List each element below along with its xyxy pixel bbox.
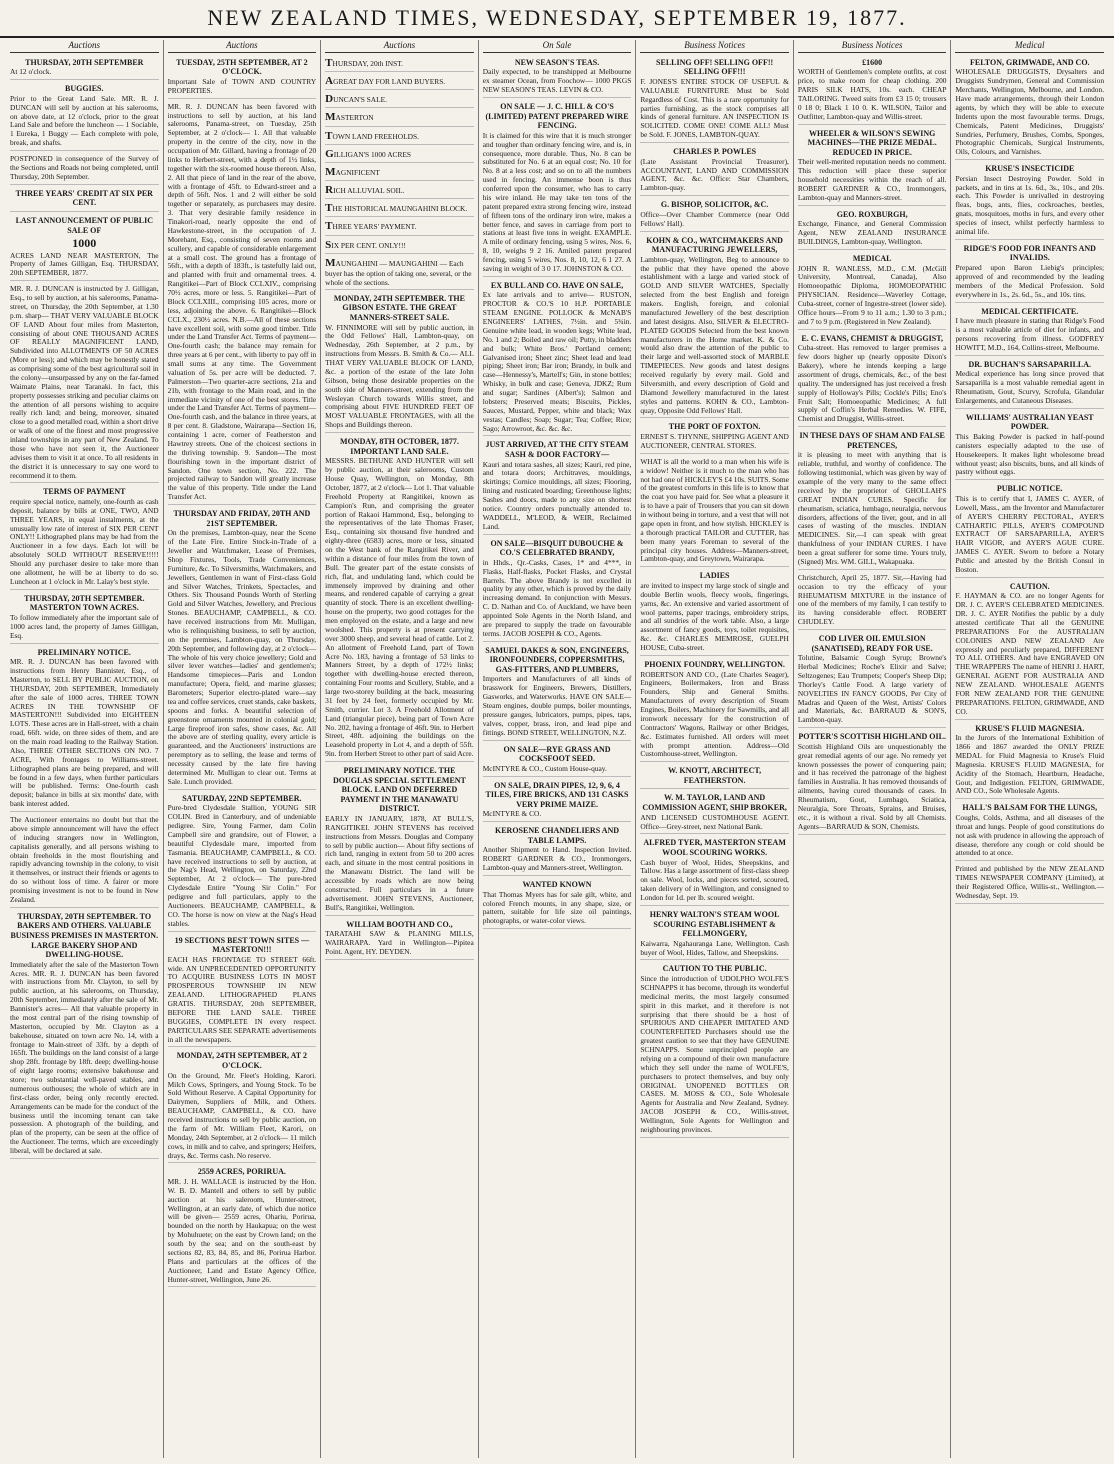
- ad-heading: THURSDAY, 20TH SEPTEMBER. MASTERTON TOWN ACRES.: [24, 593, 145, 613]
- ad-body: Since the introduction of UDOLPHO WOLFE'S SCHNAPPS it has become, through its wonderful medicinal merits, the most largely consumed spirit in this market, and it therefore is not surprising that there should be a host of SPURIOUS AND CHEAPER IMITATED AND COUNTERFEITED Purchasers should use the greatest caution to see that they have GENUINE SCHNAPPS. Some unprincipled people are relying on a compound of their own manufacture which they sell under the name of WOLFE'S, purchasers to protect themselves, and buy only ORIGINAL UNOPENED BOTTLES OR CASES. M. MOSS & CO., Sole Wholesale Agents for Australia and New Zealand, Sydney. JACOB JOSEPH & CO., Willis-street, Wellington, Sole Agents for Wellington and neighbouring provinces.: [640, 974, 789, 1134]
- teaser-text: AUNGAHINI — MAUNGAHINI — Each buyer has the option of taking one, several, or the whole of the sections.: [325, 258, 472, 287]
- ad-heading: HALL'S BALSAM FOR THE LUNGS,: [962, 803, 1098, 813]
- ad-heading: BUGGIES.: [65, 84, 104, 94]
- ad-body: Another Shipment to Hand. Inspection Invited. ROBERT GARDNER & CO., Ironmongers, Lambton-quay and Manners-street, Wellington.: [482, 845, 632, 873]
- teaser-line: [325, 201, 474, 217]
- ad-heading: DR. BUCHAN'S SARSAPARILLA.: [968, 359, 1092, 369]
- columns-container: [6, 40, 1108, 1458]
- ad-body: Scottish Highland Oils are unquestionably the great remedial agents of our age. No remedy yet known possesses the power of conquering pain; and it has received the patronage of the highest families in Australia. It has removed thousands of ailments, having cured thousands of cases. In Rheumatism, Gout, Lumbago, Sciatica, Neuralgia, Sore Throats, Sprains, and Bruises, etc., it is without a rival. Sold by all Chemists. Agents—BARRAUD & SON, Chemists.: [797, 741, 947, 831]
- advertisement: [955, 242, 1104, 303]
- column-header: On Sale: [483, 40, 632, 53]
- advertisement: [10, 187, 159, 212]
- ad-heading: CAUTION.: [1009, 581, 1050, 591]
- drop-cap: S: [325, 238, 332, 251]
- drop-cap: M: [325, 165, 336, 178]
- advertisement: [483, 824, 632, 876]
- ad-body: MR. R. J. DUNCAN has been favored with instructions to sell by auction, at his land salerooms, Panama-street, on Tuesday, 25th September, at 2 o'clock— 1. All that valuable property in the centre of the city, now in the occupation of Mr. Gillard, having a frontage of 20 links to Herbert-street, with a depth of 1½ links, together with the six-roomed house thereon. Also, 2. All that piece of land in the rear of the above, with a frontage of 45ft. to Edward-street and a depth of 56ft. Nos. 1 and 2 will either be sold together or separately, as purchasers may desire. 3. That very desirable family residence in Tinakori-road, nearly opposite the end of Hawkestone-street, in the occupation of J. Morehant, Esq., consisting of seven rooms and scullery, and capable of considerable enlargement at a small cost. The ground has a frontage of 56ft., with a depth of 183ft., is tastefully laid out, and planted with fruit and ornamental trees. 4. Rangitikei—Part of Block CCLXIV., comprising 70½ acres, more or less. 5. Rangitikei—Part of Block CCLXIII., comprising 105 acres, more or less, adjoining the above. 6. Rangitikei—Block CCLX., 230½ acres. N.B.—All of these sections have excellent soil, with some good timber. Title under the Land Transfer Act. Terms of payment— One-fourth cash; the balance may remain for three years at 6 per cent., with liberty to pay off in small sums at any time. The Government valuation of 5s. per acre will be deducted. 7. Palmerston—Two quarter-acre sections, 21a and 21b, with frontage to the Main road, and in the immediate vicinity of one of the best stores. Title under the Land Transfer Act. Terms of payment—One-fourth cash, and the balance in three years, at 8 per cent. 8. Gladstone, Wairarapa—Section 16, containing 1 acre, corner of Featherston and Hawtrey streets. One of the choicest sections in the thriving township. 9. Sandon—The most flourishing town in the important district of Sandon. One town section, No. 222. The projected railway to Sandon will greatly increase the value of this property. Title under the Land Transfer Act.: [167, 101, 317, 502]
- ad-heading: ALFRED TYER, MASTERTON STEAM WOOL SCOURING WORKS.: [643, 838, 786, 857]
- ad-body: WHAT is all the world to a man when his wife is a widow! Neither is it much to the man who has not had one of HICKLEY'S £4 10s. SUITS. Some of the greatest comforts in this life is to know that the coat you have paid for. See what a pleasure it is to have a pair of Trousers that you can sit down in without being in torture, and a vest that will not gape open in front, and how stylish. HICKLEY is a thorough practical TAILOR and CUTTER, has been many years Foreman to several of the principal city houses. Address—Manners-street, Lambton-quay, and Greytown, Wairarapa.: [640, 456, 789, 564]
- teaser-text: AGNIFICENT: [335, 167, 380, 177]
- ad-body: F. JONES'S ENTIRE STOCK OF USEFUL & VALUABLE FURNITURE Must be Sold Regardless of Cost. This is a rare opportunity for parties furnishing, as the stock comprises all kinds of general furniture. AN INSPECTION IS SOLICITED. COME ONE! COME ALL! Must be Sold. F. JONES, LAMBTON-QUAY.: [640, 76, 789, 140]
- ad-heading: MEDICAL: [852, 254, 892, 264]
- advertisement: [483, 878, 632, 929]
- ad-body: Kaiwarra, Ngahauranga Lane, Wellington. Cash buyer of Wool, Hides, Tallow, and Sheepskins.: [640, 938, 789, 957]
- advertisement: [798, 252, 947, 330]
- ad-body: Immediately after the sale of the Masterton Town Acres. MR. R. J. DUNCAN has been favored with instructions from Mr. Clayton, to sell by public auction, at his salerooms, on Thursday, 20th September, immediately after the sale of Mr. Bannister's acres— All that valuable property in the most central part of the rising township of Masterton, occupied by Mr. Clayton as a bakehouse, situated on town acre No. 14, with a frontage to Main-street of 33ft. by a depth of 165ft. The buildings on the land consist of a large shop 28ft. frontage by 18ft. deep; dwelling-house of eight large rooms; extensive bakehouse and store; two substantial well-paved stables, and numerous outhouses; the whole of which are in first-class order, being only recently erected. Arrangements can be made for the conduct of the business until the incoming tenant can take possession. A photograph of the building, and plan of the property, can be seen at the office of the Auctioneer. The terms, which are exceedingly liberal, will be declared at sale.: [10, 959, 159, 1156]
- ad-body: The Auctioneer entertains no doubt but that the above simple announcement will have the effect of inducing strangers now in Wellington, capitalists generally, and all persons wishing to obtain freeholds in the most flourishing and rapidly advancing township in the colony, to visit it themselves, or instruct their friends or agents to do so without loss of time. A fairer or more promising investment is not to be found in New Zealand.: [10, 815, 159, 904]
- ad-body: It is claimed for this wire that it is much stronger and tougher than ordinary fencing wire, and is, in consequence, more durable. Thus, No. 8 can be substituted for No. 6 at an equal cost; No. 10 for No. 8 at a less cost; and so on to all the numbers used in fencing. An immense boon is thus conferred upon the consumer, who has to carry his wire inland. He may take ten tons of the patent prepared extra strong fencing wire, instead of fifteen tons of the ordinary iron wire, makes a better fence, and saves in carriage from port to stations at least five tons in weight. EXAMPLE. A mile of ordinary fencing, using 5 wires, Nos. 6, 8, 10, weighs 9 2 16. Amiled patent prepared fencing, using 5 wires, Nos. 8, 10, 12, 6 1 27. A saving in weight of 3 0 17. JOHNSTON & CO.: [482, 130, 632, 273]
- ad-body: McINTYRE & CO.: [482, 809, 542, 819]
- column-header: Auctions: [10, 40, 159, 53]
- ad-heading: ON SALE—RYE GRASS AND COCKSFOOT SEED.: [503, 744, 611, 764]
- ad-body: ROBERTSON AND CO., (Late Charles Seager), Engineers, Boilermakers, Iron and Brass Founders, Ship and General Smiths. Manufacturers of every description of Steam Engines, Boilers, Machinery for Sawmills, and all ironwork necessary for the construction of Contractors' Wagons, Railway or other Bridges, &c. Estimates furnished. All orders will meet with prompt attention. Address—Old Customhouse-street, Wellington.: [640, 669, 789, 759]
- advertisement: [10, 592, 159, 644]
- teaser-line: [325, 256, 474, 290]
- drop-cap: M: [325, 256, 336, 269]
- advertisement: [955, 56, 1104, 160]
- ad-body: On the premises, Lambton-quay, near the Scene of the Late Fire. Entire Stock-in-Trade of a Jeweller and Watchmaker, Lease of Premises, Shop Fixtures, Tools, Trade Conveniences, Furniture, &c. To Silversmiths, Watchmakers, and Jewellers, Gentlemen in want of First-class Gold and Silver Watches, Trinkets, Spectacles, and Others. Six Thousand Pounds Worth of Sterling Gold and Silver Watches, Jewellery, and Precious Stones. BEAUCHAMP, CAMPBELL, & CO. have received instructions from Mr. Mulligan, who is relinquishing business, to sell by auction, on the premises, Lambton-quay, on Thursday, 20th September, and following day, at 2 o'clock— The whole of his very choice jewellery; Gold and silver lever watches—ladies' and gentlemen's; Handsome timepieces—Paris and London manufacture; Opera, field, and marine glasses; Barometers; Superior electro-plated ware—say tea and coffee services, cruet stands, cake baskets, spoons and forks. A beautiful selection of greenstone ornaments mounted in colonial gold; Large fireproof iron safes, show cases, &c. All the above are of sterling quality, every article is guaranteed, and the Auctioneers' instructions are peremptory as to selling, the lease and terms of necessity caused by the late fire having determined Mr. Mulligan to clear out. Terms at Sale. Lunch provided.: [167, 528, 317, 786]
- ad-body: In the Jurors of the International Exhibition of 1866 and 1867 awarded the ONLY PRIZE MEDAL for Fluid Magnesia to Kruse's Fluid Magnesia. KRUSE'S FLUID MAGNESIA, for Acidity of the Stomach, Heartburn, Headache, Gout, and Indigestion. FELTON, GRIMWADE, AND CO., Sole Wholesale Agents.: [955, 733, 1105, 796]
- column-6: [794, 40, 952, 1458]
- ad-body: Pure-bred Clydesdale Stallion, YOUNG SIR COLIN. Bred in Canterbury, and of undeniable pedigree. Sire, Young Farmer, dam Colin Campbell sire and grandsire, out of Flower, a beautiful Clydesdale mare, imported from Tasmania. BEAUCHAMP, CAMPBELL, & CO. have received instructions to sell by auction, at the Nag's Head, Wellington, on Saturday, 22nd September, At 2 o'clock— The pure-bred Clydesdale Entire "Young Sir Colin." For pedigree and full particulars, apply to the Auctioneers. BEAUCHAMP, CAMPBELL, & CO. The horse is now on view at the Nag's Head stables.: [167, 803, 317, 928]
- ad-heading: 2559 ACRES, PORIRUA.: [197, 1167, 286, 1177]
- teaser-line: [325, 74, 474, 90]
- ad-heading: PRELIMINARY NOTICE. THE DOUGLAS SPECIAL SETTLEMENT BLOCK. LAND ON DEFERRED PAYMENT IN THE MANAWATU DISTRICT.: [332, 766, 466, 814]
- teaser-line: [325, 165, 474, 181]
- teaser-line: [325, 56, 474, 72]
- ad-body: Tolutine, Balsamic Cough Syrup; Browne's Herbal Medicines; Roche's Elixir and Salve; Seltzogenes; Eau Trumpets; Cooper's Sheep Dip; Thorley's Cattle Food. A large variety of NOVELTIES IN FANCY GOODS, Per City of Madras and Queen of the West, Artists' Colors and Materials, &c. BARRAUD & SON'S, Lambton-quay.: [797, 653, 947, 725]
- ad-body: MESSRS. BETHUNE AND HUNTER will sell by public auction, at their salerooms, Custom House Quay, Wellington, on Monday, 8th October, 1877, at 2 o'clock— Lot 1. That valuable Freehold Property at Rangitikei, known as Campion's Run, and comprising the greater portion of Rakaoi Hammond, Esq., belonging to the representatives of the late Thomas Fraser, Esq., containing six thousand five hundred and eighty-three (6583) acres, more or less, situated on the West bank of the Rangitikei River, and within a distance of four miles from the town of Bull. The greater part of the estate consists of rich, flat, and undulating land, which could be immensely improved by draining and other means, and rendered capable of carrying a great quantity of stock. There is an excellent dwelling-house on the property, two good cottages for the men employed on the estate, and a large and new woolshed. This property is at present carrying over 3000 sheep, and several head of cattle. Lot 2. An allotment of Freehold Land, part of Town Acre No. 183, having a frontage of 53 links to Manners Street, by a depth of 172½ links; together with dwelling-house erected thereon, containing Four rooms and Scullery, Stable, and a large two-storey building at the back, measuring 31 feet by 24 feet, formerly occupied by Mr. Smith, currier. Lot 3. A Freehold Allotment of Land (triangular piece), being part of Town Acre No. 202, having a frontage of 46ft. 9in. to Herbert Street, 48ft. adjoining the buildings on the Leasehold property in Lot 4, and a depth of 55ft. 9in. from Herbert Street to other part of said Acre.: [325, 456, 474, 759]
- ad-body: AND LICENSED CUSTOMHOUSE AGENT. Office—Grey-street, next National Bank.: [640, 812, 789, 831]
- advertisement: [955, 162, 1104, 240]
- ad-heading: EX BULL AND CO. HAVE ON SALE,: [490, 280, 624, 290]
- advertisement: [798, 56, 947, 125]
- ad-body: At 12 o'clock.: [10, 67, 52, 77]
- ad-body: ERNEST S. THYNNE, SHIPPING AGENT AND AUCTIONEER, CENTRAL STORES.: [640, 432, 789, 450]
- advertisement: [10, 214, 159, 281]
- ad-heading: ON SALE, DRAIN PIPES, 12, 9, 6, 4 TILES, FIRE BRICKS, AND 131 CASKS VERY PRIME MAIZE.: [485, 780, 629, 809]
- ad-heading: 19 SECTIONS BEST TOWN SITES — MASTERTON!!!: [174, 935, 310, 955]
- ad-body: To follow immediately after the important sale of 1000 acres land, the property of James Gilligan, Esq.: [10, 612, 159, 640]
- advertisement: [325, 918, 474, 960]
- column-1: [6, 40, 164, 1458]
- advertisement: [640, 658, 789, 762]
- advertisement: [168, 1049, 317, 1163]
- ad-heading: W. M. TAYLOR, LAND AND COMMISSION AGENT, SHIP BROKER,: [642, 793, 787, 813]
- ad-heading: THURSDAY, 20TH SEPTEMBER: [25, 57, 144, 67]
- ad-heading: KOHN & CO., WATCHMAKERS AND MANUFACTURING JEWELLERS,: [646, 235, 783, 255]
- advertisement: [10, 82, 159, 151]
- ad-body: JOHN R. WANLESS, M.D., C.M. (McGill University, Montreal, Canada), Also Homoeopathic Diploma, HOMOEOPATHIC PHYSICIAN. Residence—Waverley Cottage, Cuba-street, corner of Ingestre-street (lower side). Office hours—From 9 to 11 a.m.; 1.30 to 3 p.m.; and 7 to 9 p.m. (Registered in New Zealand).: [797, 263, 947, 326]
- advertisement: [798, 730, 947, 834]
- teaser-text: GREAT DAY FOR LAND BUYERS.: [333, 76, 446, 86]
- ad-body: Important Sale of TOWN AND COUNTRY PROPERTIES.: [167, 76, 317, 95]
- advertisement: [955, 358, 1104, 409]
- advertisement: [640, 234, 789, 419]
- ad-heading: WANTED KNOWN: [522, 880, 592, 890]
- column-5: [636, 40, 794, 1458]
- advertisement: [798, 208, 947, 250]
- advertisement: [798, 429, 947, 570]
- ad-body: Their well-merited reputation needs no comment. This reduction will place these superior household necessities within the reach of all. ROBERT GARDNER & CO., Ironmongers, Lambton-quay and Manners-street.: [797, 157, 947, 202]
- drop-cap: A: [325, 74, 334, 87]
- ad-body: McINTYRE & CO., Custom House-quay.: [482, 763, 607, 773]
- teaser-text: ICH ALLUVIAL SOIL.: [333, 186, 405, 196]
- advertisement: [10, 153, 159, 185]
- ad-body: require special notice, namely, one-fourth as cash deposit, balance by bills at ONE, TWO, AND THREE YEARS, in equal instalments, at the unusually low rate of interest of SIX PER CENT ONLY!! Lithographed plans may be had from the Auctioneer in a few days. Each lot will be absolutely SOLD WITHOUT RESERVE!!!!! Should any purchaser desire to take more than one allotment, he will be at liberty to do so. Luncheon at 1 o'clock in Mr. Lalay's best style.: [10, 496, 159, 586]
- ad-heading: GEO. ROXBURGH,: [836, 209, 908, 219]
- ad-body: Exchange, Finance, and General Commission Agent, NEW ZEALAND INSURANCE BUILDINGS, Lambton-quay, Wellington.: [797, 219, 947, 247]
- ad-heading: WILLIAMS' AUSTRALIAN YEAST POWDER.: [965, 412, 1094, 432]
- advertisement: [10, 485, 159, 589]
- ad-body: Daily expected, to be transhipped at Melbourne ex steamer Ocean, from Foochow— 1000 PKGS NEW SEASON'S TEAS. LEVIN & CO.: [482, 67, 632, 95]
- advertisement: [955, 305, 1104, 356]
- ad-body: TARATAHI SAW & PLANING MILLS, WAIRARAPA. Yard in Wellington—Pipitea Point. Agent, HY. DEYDEN.: [325, 929, 474, 956]
- advertisement: [640, 56, 789, 143]
- ad-heading: SAMUEL DAKES & SON, ENGINEERS, IRONFOUNDERS, COPPERSMITHS, GAS-FITTERS, AND PLUMBERS,: [485, 645, 629, 674]
- newspaper-title: NEW ZEALAND TIMES, WEDNESDAY, SEPTEMBER 19, 1877.: [207, 5, 907, 30]
- teaser-line: [325, 92, 474, 108]
- ad-body: MR. J. H. WALLACE is instructed by the Hon. W. B. D. Mantell and others to sell by public auction at his saleroom, Hunter-street, Wellington, at an early date, of which due notice will be given— 2559 acres, Ohariu, Porirua, bounded on the north by Haukapua; on the west by Mohuhuete; on the east by Crown land; on the south by the sea; and on the south-east by sections 82, 83, 84, 85, and 86, Porirua Harbor. Plans and particulars at the offices of the Auctioneer, Land and Estate Agency Office, Hunter-street, Wellington, June 26.: [167, 1176, 317, 1284]
- ad-heading: THURSDAY, 20TH SEPTEMBER. TO BAKERS AND OTHERS. VALUABLE BUSINESS PREMISES IN MASTERTON. LARGE BAKERY SHOP AND DWELLING-HOUSE.: [10, 911, 159, 960]
- advertisement: [325, 292, 474, 433]
- ad-heading: CHARLES P. POWLES: [673, 147, 757, 157]
- advertisement: [10, 283, 159, 483]
- column-header: Business Notices: [798, 40, 947, 53]
- teaser-text: ILLIGAN'S 1000 ACRES: [333, 149, 412, 159]
- advertisement: [168, 507, 317, 790]
- ad-heading: WILLIAM BOOTH AND CO.,: [346, 919, 453, 929]
- ad-heading: SATURDAY, 22ND SEPTEMBER.: [182, 793, 302, 803]
- ad-body: F. HAYMAN & CO. are no longer Agents for DR. J. C. AYER'S CELEBRATED MEDICINES. DR. J. C. AYER Notifies the public by a duly attested certificate That all the GENUINE PREPARATIONS For the AUSTRALIAN COLONIES AND NEW ZEALAND Are expressly and peculiarly prepared, DIFFERENT TO ALL OTHERS. And have ENGRAVED ON THE WRAPPERS The name of HENRI J. HART, GENERAL AGENT FOR AUSTRALIA AND NEW ZEALAND. WHOLESALE AGENTS FOR NEW ZEALAND FOR THE GENUINE PREPARATIONS. FELTON, GRIMWADE, AND CO.: [955, 591, 1105, 716]
- advertisement: [10, 814, 159, 908]
- advertisement: [483, 100, 632, 277]
- ad-body: WORTH of Gentlemen's complete outfits, at cost price, to make room for cheap clothing. 200 PARIS SILK HATS, 10s. each. CHEAP TAILORING. Tweed suits from £3 15 0; trousers 0 18 0; Black 1 10 0. K. WILSON, Tailor and Outfitter, Lambton-quay and Willis-street.: [797, 67, 947, 121]
- advertisement: [640, 791, 789, 834]
- advertisement: [955, 863, 1104, 904]
- advertisement: [955, 722, 1104, 800]
- ad-body: MR. R. J. DUNCAN is instructed by J. Gilligan, Esq., to sell by auction, at his salerooms, Panama-street, on Thursday, the 20th September, at 1.30 p.m. sharp— THAT VERY VALUABLE BLOCK OF LAND About four miles from Masterton, consisting of about ONE THOUSAND ACRES OF REALLY MAGNIFICENT LAND, Subdivided into ALLOTMENTS OF 50 ACRES (More or less); and which may be honestly stated as comprising some of the best agricultural soil in the colony—unsurpassed by any on the far-famed Waimate Plains, near Taranaki. In fact, this property possesses striking and peculiar claims on the attention of all persons wishing to acquire really rich land; and being, moreover, situated close to a good metalled road, within a short drive or walk of one of the finest and most progressive inland townships in any part of New Zealand. To those who have not seen it, the Auctioneer advises them to visit it at once. To all residents in the district it is unnecessary to say one word to recommend it to them.: [10, 284, 159, 480]
- ad-heading: IN THESE DAYS OF SHAM AND FALSE PRETENCES,: [799, 431, 945, 450]
- advertisement: [640, 908, 789, 961]
- advertisement: [10, 646, 159, 812]
- ad-heading: KRUSE'S INSECTICIDE: [985, 164, 1075, 174]
- ad-body: WHOLESALE DRUGGISTS, Drysalters and Druggists Sundrymen, General and Commission Merchants, Wellington, Melbourne, and London. Have made arrangements, through their London agents, by which they will be able to execute Indents upon the most favourable terms. Drugs, Chemicals, Patent Medicines, Druggists' Sundries, Perfumery, Brushes, Combs, Sponges, Photographic Chemicals, Surgical Instruments, Oils, Colours, and Varnishes.: [955, 67, 1105, 157]
- advertisement: [483, 56, 632, 98]
- ad-heading: CAUTION TO THE PUBLIC.: [662, 964, 767, 974]
- drop-cap: M: [325, 111, 336, 124]
- ad-body: Kauri and totara sashes, all sizes; Kauri, red pine, and totara doors; Architraves, mouldings, skirtings; Cornice mouldings, all sizes; Flooring, lining and rusticated boarding; Greenhouse lights; Sashes and doors, made to any size on shortest notice. Country orders punctually attended to. WADDELL, M'LEOD, & WEIR, Reclaimed Land.: [482, 459, 632, 531]
- advertisement: [483, 644, 632, 741]
- teaser-line: [325, 183, 474, 199]
- ad-heading: COD LIVER OIL EMULSION (SANATISED), READY FOR USE.: [811, 634, 933, 653]
- advertisement: [483, 279, 632, 437]
- ad-body: This is to certify that I, JAMES C. AYER, of Lowell, Mass., am the Inventor and Manufacturer of AYER'S CHERRY PECTORAL, AYER'S CATHARTIC PILLS, AYER'S COMPOUND EXTRACT OF SARSAPARILLA, AYER'S HAIR VIGOR, and AYER'S AGUE CURE. JAMES C. AYER. Sworn to before a Notary Public and attested by the British Consul in Boston.: [955, 493, 1105, 574]
- teaser-line: [325, 110, 474, 126]
- column-header: Auctions: [168, 40, 317, 53]
- ad-body: POSTPONED in consequence of the Survey of the Sections and Roads not being completed, until Thursday, 20th September.: [10, 154, 159, 181]
- column-header: Medical: [955, 40, 1104, 53]
- advertisement: [955, 580, 1104, 720]
- column-3: [321, 40, 479, 1458]
- ad-heading: £1600: [862, 57, 883, 67]
- teaser-line: [325, 238, 474, 254]
- ad-body: W. FINNIMORE will sell by public auction, in the Odd Fellows' Hall, Lambton-quay, on Wednesday, 26th September, at 2 p.m., by instructions from Messrs. B. Smith & Co.— ALL THAT VERY VALUABLE BLOCK OF LAND, &c. a portion of the estate of the late John Gibson, being those desirable properties on the south side of Manners-street, extending from the Wesleyan Church towards Willis street, and comprising about FIVE HUNDRED FEET OF MOST VALUABLE FRONTAGES, with all the Shops and Buildings thereon.: [325, 322, 474, 430]
- advertisement: [640, 962, 789, 1137]
- advertisement: [325, 764, 474, 916]
- advertisement: [483, 743, 632, 777]
- ad-body: Printed and published by the NEW ZEALAND TIMES NEWSPAPER COMPANY (Limited), at their Registered Office, Willis-st., Wellington.—Wednesday, Sept. 19.: [955, 864, 1105, 900]
- ad-heading: FELTON, GRIMWADE, AND CO.: [969, 57, 1090, 67]
- advertisement: [640, 420, 789, 453]
- column-7: [951, 40, 1108, 1458]
- ad-heading: HENRY WALTON'S STEAM WOOL SCOURING ESTABLISHMENT & FELLMONGERY,: [649, 909, 780, 939]
- advertisement: [640, 764, 789, 789]
- teaser-line: [325, 147, 474, 163]
- ad-body: EACH HAS FRONTAGE TO STREET 66ft. wide. AN UNPRECEDENTED OPPORTUNITY TO ACQUIRE BUSINESS LOTS IN MOST PROSPEROUS TOWNSHIP IN NEW ZEALAND. LITHOGRAPHED PLANS GRATIS. THURSDAY, 20th SEPTEMBER, BEFORE THE LAND SALE. THREE BUGGIES, COMPLETE IN every respect. PARTICULARS SEE SEPARATE advertisements in all the newspapers.: [167, 954, 317, 1044]
- teaser-line: [325, 129, 474, 145]
- ad-body: Importers and Manufacturers of all kinds of brasswork for Engineers, Brewers, Distillers, Gasworks, and Waterworks. HAVE ON SALE— Steam engines, double pumps, boiler mountings, pressure gauges, lubricators, pumps, pipes, taps, valves, copper, brass, iron, and lead pipe and fittings. BOND STREET, WELLINGTON, N.Z.: [482, 674, 632, 737]
- drop-cap: D: [325, 93, 334, 106]
- advertisement: [955, 482, 1104, 577]
- ad-heading: SELLING OFF! SELLING OFF!! SELLING OFF!!!: [656, 57, 774, 77]
- drop-cap: T: [325, 129, 333, 142]
- ad-heading: JUST ARRIVED, AT THE CITY STEAM SASH & DOOR FACTORY—: [485, 440, 629, 459]
- ad-body: MR. R. J. DUNCAN has been favored with instructions from Henry Bannister, Esq., of Masterton, to SELL BY PUBLIC AUCTION, on THURSDAY, 20th SEPTEMBER, Immediately after the sale of 1000 acres, THREE TOWN ACRES IN THE TOWNSHIP OF MASTERTON!!! Subdivided into EIGHTEEN LOTS. These acres are in Hall-street, with a chain road, 66ft. wide, on three sides of them, and are on the main road leading to the Railway Station. Also, THREE OTHER SECTIONS ON NO. 7 ACRE, With frontages to Williams-street. Lithographed plans are being prepared, and will be found in a few days, when further particulars will be published. Terms: One-fourth cash deposit; balance in bills at six months' date, with bank interest added.: [10, 657, 159, 809]
- ad-body: are invited to inspect my large stock of single and double Berlin wools, fleecy wools, fingerings, yarns, &c. An extensive and varied assortment of wool patterns, paper tracings, embroidery strips, and all sundries of the work table. Also, a large assortment of fancy goods, toys, toilet requisites, &c. &c. CHARLES MEMROSE, GUELPH HOUSE, Cuba-street.: [640, 580, 789, 653]
- ad-heading: TERMS OF PAYMENT: [43, 487, 126, 497]
- advertisement: [640, 569, 789, 656]
- ad-heading: PHOENIX FOUNDRY, WELLINGTON.: [644, 659, 785, 669]
- ad-body: EARLY IN JANUARY, 1878, AT BULL'S, RANGITIKEI. JOHN STEVENS has received instructions from Messrs. Douglas and Company to sell by public auction— About fifty sections of rich land, ranging in extent from 50 to 200 acres each, and situate in the most central positions in the Manawatu District. The land will be accessible by roads which are now being constructed. Full particulars in a future advertisement. JOHN STEVENS, Auctioneer, Bull's, Rangitikei, Wellington.: [325, 813, 474, 912]
- advertisement: [325, 435, 474, 762]
- ad-heading: PRELIMINARY NOTICE.: [37, 647, 131, 657]
- teaser-text: HURSDAY, 20th INST.: [332, 58, 403, 68]
- advertisement: [10, 910, 159, 1159]
- column-2: [164, 40, 322, 1458]
- teaser-text: OWN LAND FREEHOLDS.: [332, 131, 419, 141]
- ad-heading: MONDAY, 8TH OCTOBER, 1877. IMPORTANT LAND SALE.: [340, 437, 459, 456]
- advertisement: [640, 145, 789, 196]
- ad-heading: LADIES: [699, 571, 730, 581]
- drop-cap: R: [325, 184, 334, 197]
- advertisement: [640, 198, 789, 231]
- ad-heading: NEW SEASON'S TEAS.: [514, 57, 600, 67]
- ad-heading: THURSDAY AND FRIDAY, 20TH AND 21ST SEPTEMBER.: [173, 509, 311, 528]
- ad-heading: E. C. EVANS, CHEMIST & DRUGGIST,: [801, 333, 943, 343]
- drop-cap: G: [325, 147, 334, 160]
- teaser-text: ASTERTON: [335, 113, 374, 123]
- advertisement: [798, 572, 947, 630]
- advertisement: [483, 438, 632, 534]
- letter-teasers: [325, 56, 474, 290]
- advertisement: [955, 411, 1104, 481]
- ad-heading: WHEELER & WILSON'S SEWING MACHINES—THE PRIZE MEDAL. REDUCED IN PRICE.: [807, 128, 937, 157]
- ad-body: This Baking Powder is packed in half-pound canisters especially adapted to the use of Housekeepers. It makes light wholesome bread without yeast; also biscuits, buns, and all kinds of pastry without eggs.: [955, 431, 1105, 477]
- ad-heading: POTTER'S SCOTTISH HIGHLAND OIL.: [798, 732, 946, 742]
- advertisement: [168, 56, 317, 99]
- advertisement: [168, 1165, 317, 1287]
- drop-cap: T: [325, 202, 333, 215]
- teaser-text: HREE YEARS' PAYMENT.: [332, 222, 417, 232]
- advertisement: [483, 779, 632, 823]
- ad-body: Prepared upon Baron Liebig's principles; approved of and recommended by the leading members of the Medical Profession. Sold everywhere in 1s., 2s. 6d., 5s., and 10s. tins.: [955, 263, 1105, 299]
- column-4: [479, 40, 637, 1458]
- teaser-line: [325, 219, 474, 235]
- drop-cap: T: [325, 220, 333, 233]
- teaser-text: HE HISTORICAL MAUNGAHINI BLOCK.: [332, 204, 468, 214]
- advertisement: [168, 101, 317, 505]
- ad-heading: MONDAY, 24TH SEPTEMBER. THE GIBSON ESTATE. THE GREAT MANNERS-STREET SALE.: [333, 293, 465, 322]
- ad-heading: THREE YEARS' CREDIT AT SIX PER CENT.: [15, 188, 153, 208]
- ad-heading: KEROSENE CHANDELIERS AND TABLE LAMPS.: [495, 826, 620, 845]
- ad-body: Coughs, Colds, Asthma, and all diseases of the throat and lungs. People of good constitutions do not ask with prudence in allowing the approach of disease, therefore any cough or cold should be attended to at once.: [955, 812, 1105, 858]
- ad-heading: MEDICAL CERTIFICATE.: [981, 306, 1079, 316]
- ad-body: On the Ground, Mr. Fleet's Holding, Karori. Milch Cows, Springers, and Young Stock. To be Sold Without Reserve. A Capital Opportunity for Dairymen, Suppliers of Milk, and Others. BEAUCHAMP, CAMPBELL, & CO. have received instructions to sell by public auction, on the farm of Mr. William Fleet, Karori, on Monday, 24th September, at 2 o'clock— 11 milch cows, in milk and to calve, and springers; Heifers, drays, &c. Terms cash. No reserve.: [167, 1070, 317, 1160]
- advertisement: [798, 332, 947, 427]
- advertisement: [798, 127, 947, 206]
- advertisement: [168, 792, 317, 932]
- ad-heading: ON SALE — J. C. HILL & CO'S (LIMITED) PATENT PREPARED WIRE FENCING.: [485, 102, 629, 131]
- ad-heading: G. BISHOP, SOLICITOR, &C.: [660, 200, 769, 210]
- ad-body: Ex late arrivals and to arrive— RUSTON, PROCTOR & CO.'S 10 H.P. PORTABLE STEAM ENGINE. POLLOCK & McNAB'S ENGINEERS' LATHES, 7½in. and 5¾in. Genuine white lead, in wooden kegs; White lead, No. 1 and 2; Boiled and raw oil; Putty, in bladders and bulk; White Bros.' Portland cement; Galvanised iron; Sheet zinc; Sheet lead and lead piping; Sheet iron; Bar iron; Brandy, in bulk and case—Hennessy's, Martell's; Gin, in stone bottles; Whisky, in bulk and case; Geneva, JDKZ; Rum and sugar; Sardines (Albert's); Salmon and lobsters; Preserved meats; Biscuits, Pickles, Sauces, Mustard, Pepper, white and black; Wax vestas; Candles; Soap; Sugar; Tea; Coffee; Rice; Sago; Arrowroot, &c. &c. &c.: [482, 290, 632, 433]
- ad-heading: TUESDAY, 25TH SEPTEMBER, AT 2 O'CLOCK.: [176, 57, 308, 77]
- ad-heading: PUBLIC NOTICE.: [996, 484, 1063, 494]
- advertisement: [10, 56, 159, 80]
- advertisement: [168, 934, 317, 1048]
- drop-cap: T: [325, 56, 333, 69]
- ad-body: Cash buyer of Wool, Hides, Sheepskins, and Tallow. Has a large assortment of first-class sheep on sale. Wool, locks, and pieces sorted, scoured, taken delivery of in Wellington, and consigned to London for 1d. per lb. scoured weight.: [640, 857, 789, 903]
- ad-body: it is pleasing to meet with anything that is reliable, truthful, and worthy of confidence. The following testimonial, which was given by way of example of the very many to the same effect received by the proprietor of GHOLLAH'S GREAT INDIAN CURES. Specific for rheumatism, sciatica, lumbago, neuralgia, nervous disorders, affections of the liver, gout, and in all cases of wasting of the muscles. INDIAN MEDICINES. Sir,—I can speak with great thankfulness of your INDIAN CURES. I have been a great sufferer for some time. Yours truly, (Signed) Mrs. WM. GILL, Wakapuaka.: [797, 450, 947, 566]
- ad-body: Office—Over Chamber Commerce (near Odd Fellows' Hall).: [640, 209, 789, 228]
- advertisement: [798, 632, 947, 728]
- ad-body: Lambton-quay, Wellington, Beg to announce to the public that they have opened the above establishment with a large and varied stock of GOLD AND SILVER WATCHES, Specially selected from the best English and foreign makers. English, foreign, and colonial manufactured Jewellery of the best description and latest designs. Also, SILVER & ELECTRO-PLATED GOODS Selected from the best known manufacturers in the Home market. K. & Co. would also draw the attention of the public to their large and well-assorted stock of MARBLE TIMEPIECES. New goods and latest designs received regularly by every mail. Gold and Silversmith, and every description of Gold and Diamond Jewellery manufactured in the latest styles and patterns. KOHN & CO., Lambton-quay, Opposite Odd Fellows' Hall.: [640, 254, 789, 415]
- ad-large-figure: 1000: [72, 236, 97, 251]
- advertisement: [955, 801, 1104, 861]
- ad-body: in Hhds., Qr.-Casks, Cases, 1* and 4***, in Flasks, Half-flasks, Pocket Flasks, and Crystal Barrels. The above Brandy is not excelled in quality by any other, which is proved by the daily increasing demand. In conjunction with Messrs. C. D. Nathan and Co. of Auckland, we have been appointed Sole Agents in the North Island, and are prepared to supply the trade on favourable terms. JACOB JOSEPH & CO., Agents.: [482, 557, 632, 638]
- ad-body: Christchurch, April 25, 1877. Sir,—Having had occasion to try the efficacy of your RHEUMATISM MIXTURE in the instance of one of the members of my family, I can testify to its having considerable effect. ROBERT CHUDLEY.: [797, 572, 947, 627]
- column-header: Auctions: [325, 40, 474, 53]
- teaser-text: UNCAN'S SALE.: [333, 95, 388, 105]
- ad-body: (Late Assistant Provincial Treasurer), ACCOUNTANT, LAND AND COMMISSION AGENT, &c. &c. Office: Star Chambers, Lambton-quay.: [640, 156, 789, 193]
- ad-body: Persian Insect Destroying Powder. Sold in packets, and in tins at 1s. 6d., 3s., 10s., and 20s. each. This Powder is unrivalled in destroying fleas, bugs, ants, flies, cockroaches, beetles, gnats, mosquitoes, moths in furs, and every other species of insect, whilst perfectly harmless to animal life.: [955, 173, 1105, 236]
- advertisement: [483, 537, 632, 642]
- ad-body: Cuba-street. Has removed to larger premises a few doors higher up (nearly opposite Dixon's Bakery), where he intends keeping a large assortment of drugs, chemicals, &c., of the best quality. The undersigned has just received a fresh supply of Holloway's Pills; Cockle's Pills; Eno's Fruit Salt; Homoeopathic Medicines; A full supply of Coffin's Herbal Remedies. W. FIFE, Chemist and Druggist, Willis-street.: [797, 343, 947, 424]
- ad-body: That Thomas Myers has for sale gilt, white, and colored French mounts, in any shape, size, or pattern, suitable for life size oil paintings, photographs, or water-color views.: [482, 889, 632, 926]
- teaser-text: IX PER CENT. ONLY!!!: [331, 240, 406, 250]
- advertisement: [640, 456, 789, 568]
- masthead: [0, 0, 1114, 38]
- ad-heading: LAST ANNOUNCEMENT OF PUBLIC SALE OF: [15, 215, 153, 235]
- ad-body: I have much pleasure in stating that Ridge's Food is a most valuable article of diet for infants, and persons recovering from illness. GODFREY HOWITT, M.D., 164, Collins-street, Melbourne.: [955, 316, 1105, 352]
- ad-body: ACRES LAND NEAR MASTERTON, The Property of James Gilligan, Esq. THURSDAY, 20th SEPTEMBER, 1877.: [10, 250, 159, 278]
- ad-heading: THE PORT OF FOXTON.: [668, 422, 761, 432]
- ad-heading: KRUSE'S FLUID MAGNESIA.: [975, 723, 1085, 733]
- ad-body: Prior to the Great Land Sale. MR. R. J. DUNCAN will sell by auction at his salerooms, on above date, at 12 o'clock, prior to the great Land Sale and before the luncheon — 1 Sociable, 1 Eureka, 1 Buggy — Each complete with pole, break, and shafts.: [10, 93, 159, 148]
- ad-heading: RIDGE'S FOOD FOR INFANTS AND INVALIDS.: [963, 243, 1096, 263]
- ad-body: Medical experience has long since proved that Sarsaparilla is a most valuable remedial agent in Rheumatism, Gout, Scurvy, Scrofula, Glandular Enlargements, and Cutaneous Diseases.: [955, 369, 1105, 405]
- column-header: Business Notices: [640, 40, 789, 53]
- ad-heading: W. KNOTT, ARCHITECT, FEATHERSTON.: [668, 766, 762, 785]
- ad-heading: MONDAY, 24TH SEPTEMBER, AT 2 O'CLOCK.: [176, 1051, 307, 1071]
- advertisement: [640, 836, 789, 906]
- ad-heading: ON SALE—BISQUIT DUBOUCHE & CO.'S CELEBRATED BRANDY,: [490, 538, 624, 558]
